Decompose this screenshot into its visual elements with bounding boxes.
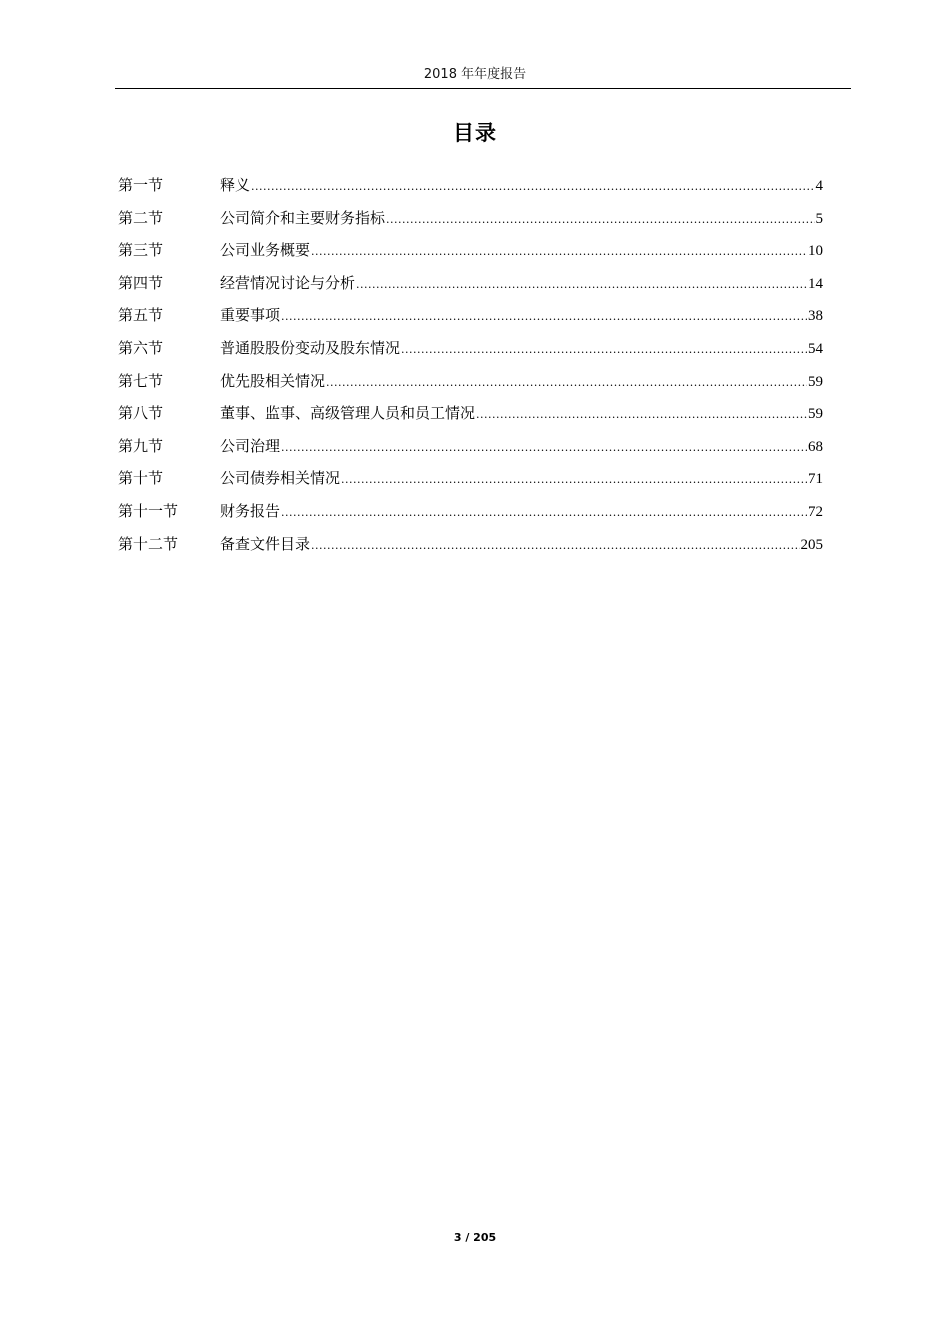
toc-entry-3[interactable] [118, 239, 823, 272]
toc-section-title[interactable]: 优先股相关情况 [220, 371, 326, 390]
toc-section-number: 第七节 [118, 371, 164, 390]
toc-dot-leader [311, 535, 799, 557]
toc-page-number[interactable]: 10 [808, 243, 823, 260]
toc-section-number: 第十二节 [118, 534, 179, 553]
toc-section-title[interactable]: 释义 [220, 176, 251, 194]
toc-section-title[interactable]: 重要事项 [220, 306, 281, 325]
toc-entry-6[interactable] [118, 337, 823, 370]
toc-section-title[interactable]: 董事、监事、高级管理人员和员工情况 [220, 404, 476, 423]
toc-section-title[interactable]: 备查文件目录 [220, 534, 311, 553]
toc-section-number: 第八节 [118, 404, 164, 423]
toc-page-number[interactable]: 5 [815, 210, 823, 227]
toc-entry-10[interactable] [118, 467, 823, 500]
toc-page-number[interactable]: 59 [808, 373, 823, 390]
toc-section-title[interactable]: 公司债券相关情况 [220, 469, 341, 488]
toc-section-title[interactable]: 公司简介和主要财务指标 [220, 208, 386, 227]
toc-page-number[interactable]: 71 [808, 471, 823, 488]
toc-entry-12[interactable] [118, 533, 823, 566]
toc-entry-1[interactable] [118, 174, 823, 207]
toc-dot-leader [401, 339, 807, 361]
toc-title: 目录 [453, 121, 497, 145]
toc-entry-8[interactable] [118, 402, 823, 435]
toc-page-number[interactable]: 54 [808, 340, 823, 357]
toc-page-number[interactable]: 14 [808, 275, 823, 292]
toc-page-number[interactable]: 59 [808, 406, 823, 423]
table-of-contents [118, 174, 823, 565]
page-indicator: 3 / 205 [453, 1231, 497, 1244]
toc-page-number[interactable]: 68 [808, 438, 823, 455]
toc-entry-9[interactable] [118, 435, 823, 468]
toc-section-title[interactable]: 普通股股份变动及股东情况 [220, 338, 401, 357]
toc-dot-leader [341, 469, 807, 491]
toc-section-number: 第一节 [118, 176, 164, 194]
toc-section-number: 第四节 [118, 273, 164, 292]
toc-dot-leader [386, 209, 814, 231]
toc-dot-leader [326, 372, 807, 394]
toc-section-number: 第三节 [118, 241, 164, 260]
toc-dot-leader [251, 176, 814, 198]
toc-dot-leader [281, 502, 807, 524]
toc-section-number: 第五节 [118, 306, 164, 325]
toc-page-number[interactable]: 205 [800, 536, 823, 553]
toc-section-number: 第九节 [118, 436, 164, 455]
header-rule [115, 88, 851, 89]
toc-section-number: 第十一节 [118, 501, 179, 520]
toc-page-number[interactable]: 72 [808, 503, 823, 520]
toc-page-number[interactable]: 38 [808, 308, 823, 325]
toc-entry-5[interactable] [118, 304, 823, 337]
running-header: 2018 年年度报告 [423, 67, 527, 82]
toc-entry-11[interactable] [118, 500, 823, 533]
toc-section-title[interactable]: 财务报告 [220, 501, 281, 520]
toc-entry-4[interactable] [118, 272, 823, 305]
toc-section-number: 第二节 [118, 208, 164, 227]
toc-section-title[interactable]: 公司治理 [220, 436, 281, 455]
toc-dot-leader [476, 404, 807, 426]
toc-entry-2[interactable] [118, 207, 823, 240]
toc-section-number: 第六节 [118, 338, 164, 357]
toc-dot-leader [356, 274, 807, 296]
toc-section-number: 第十节 [118, 469, 164, 488]
toc-page-number[interactable]: 4 [815, 178, 823, 194]
toc-section-title[interactable]: 经营情况讨论与分析 [220, 273, 356, 292]
toc-entry-7[interactable] [118, 370, 823, 403]
toc-dot-leader [281, 437, 807, 459]
toc-dot-leader [311, 241, 807, 263]
toc-section-title[interactable]: 公司业务概要 [220, 241, 311, 260]
toc-dot-leader [281, 306, 807, 328]
